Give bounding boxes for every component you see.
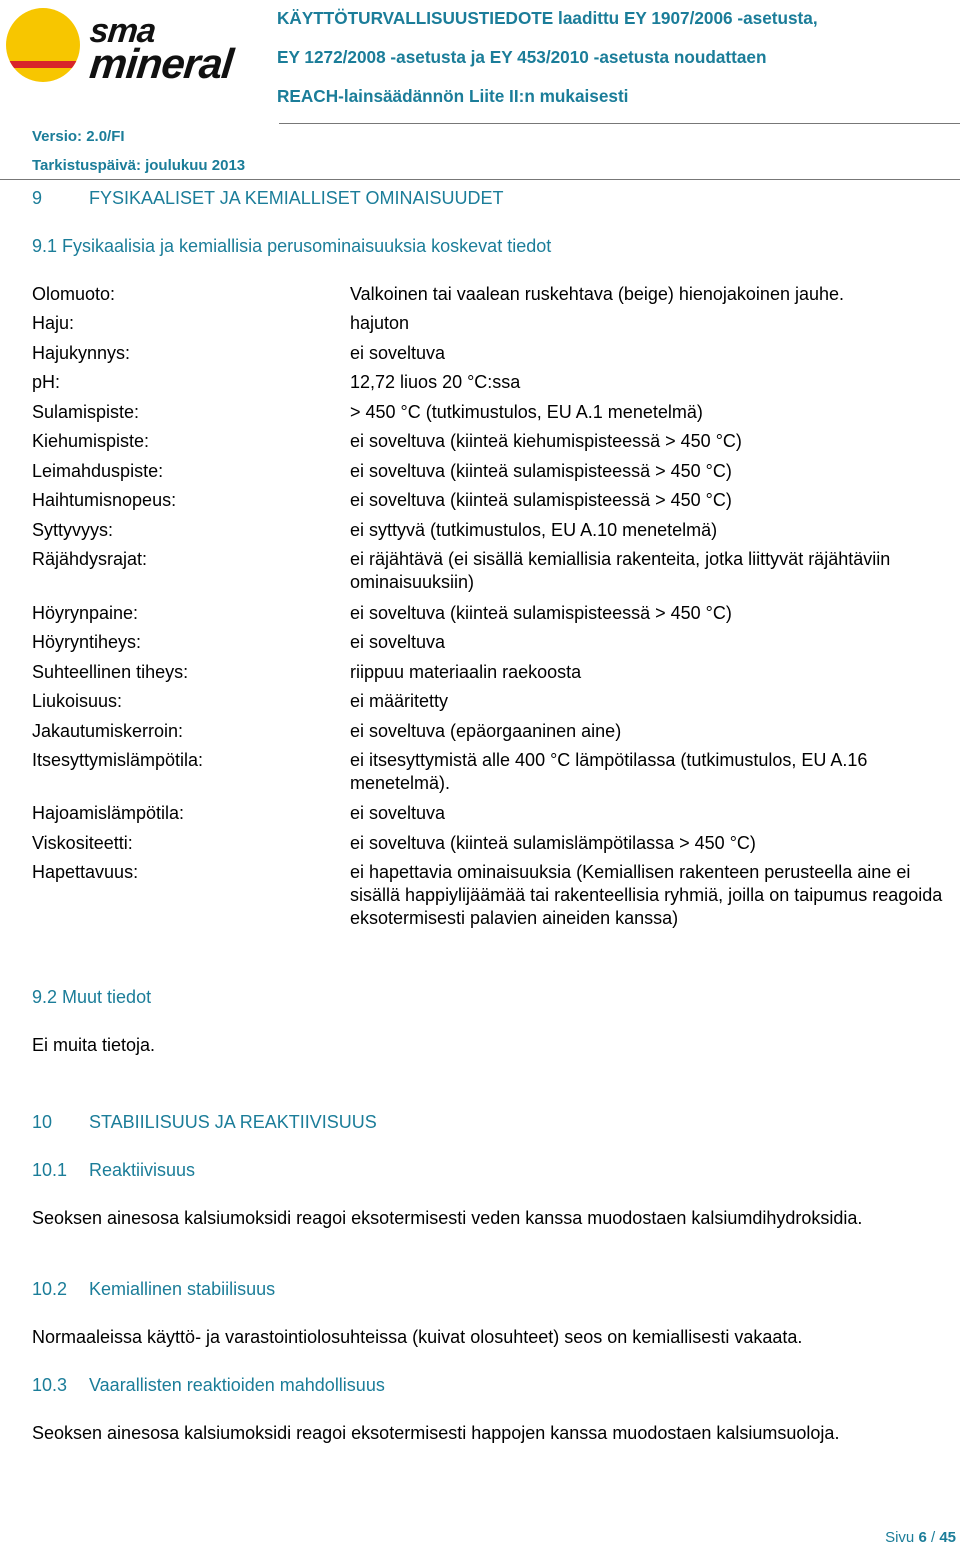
section-9-title: FYSIKAALISET JA KEMIALLISET OMINAISUUDET (89, 188, 504, 208)
property-label: Hapettavuus: (32, 862, 139, 882)
section-10-3-body: Seoksen ainesosa kalsiumoksidi reagoi eksotermisesti happojen kanssa muodostaen kalsiumsuoloja. (32, 1423, 840, 1443)
page-total: 45 (939, 1529, 956, 1546)
page-current: 6 (918, 1529, 927, 1546)
property-label: Haju: (32, 313, 75, 333)
property-value: ei soveltuva (kiinteä kiehumispisteessä > 450 °C) (350, 431, 742, 451)
property-label: Itsesyttymislämpötila: (32, 750, 204, 770)
property-label: Höyryntiheys: (32, 632, 142, 652)
property-label: Viskositeetti: (32, 833, 133, 853)
property-value: ei soveltuva (350, 803, 446, 823)
property-label: Hajukynnys: (32, 343, 131, 363)
property-value: ei soveltuva (kiinteä sulamispisteessä > 450 °C) (350, 461, 732, 481)
property-value: hajuton (350, 313, 410, 333)
property-value: ei soveltuva (kiinteä sulamislämpötilassa > 450 °C) (350, 833, 756, 853)
section-10-1-number: 10.1 (32, 1160, 68, 1180)
property-label: Olomuoto: (32, 284, 116, 304)
section-10-2-title: Kemiallinen stabiilisuus (89, 1279, 276, 1299)
section-10-heading (32, 1111, 377, 1134)
property-value: ei soveltuva (kiinteä sulamispisteessä > 450 °C) (350, 603, 732, 623)
section-10-3-number: 10.3 (32, 1375, 68, 1395)
header-rule-bottom (0, 179, 960, 180)
property-value: ei syttyvä (tutkimustulos, EU A.10 menetelmä) (350, 520, 718, 540)
header-title-line-1: KÄYTTÖTURVALLISUUSTIEDOTE laadittu EY 1907/2006 -asetusta, (277, 8, 818, 28)
property-value: riippuu materiaalin raekoosta (350, 662, 582, 682)
section-10-3-title: Vaarallisten reaktioiden mahdollisuus (89, 1375, 385, 1395)
property-value: > 450 °C (tutkimustulos, EU A.1 menetelmä) (350, 402, 703, 422)
property-value: Valkoinen tai vaalean ruskehtava (beige) hienojakoinen jauhe. (350, 284, 845, 304)
version-label: Versio: 2.0/FI (32, 128, 125, 145)
section-10-2-body: Normaaleissa käyttö- ja varastointiolosuhteissa (kuivat olosuhteet) seos on kemiallisesti vakaata. (32, 1327, 803, 1347)
section-9-1-heading: 9.1 Fysikaalisia ja kemiallisia perusominaisuuksia koskevat tiedot (32, 236, 552, 256)
property-label: Jakautumiskerroin: (32, 721, 184, 741)
property-value: ei soveltuva (350, 343, 446, 363)
property-value: ei soveltuva (350, 632, 446, 652)
page-separator: / (930, 1529, 936, 1546)
section-10-1-title: Reaktiivisuus (89, 1160, 196, 1180)
section-10-title: STABIILISUUS JA REAKTIIVISUUS (89, 1112, 377, 1132)
section-10-2-number: 10.2 (32, 1279, 68, 1299)
property-label: Kiehumispiste: (32, 431, 150, 451)
property-label: Haihtumisnopeus: (32, 490, 177, 510)
property-label: Liukoisuus: (32, 691, 123, 711)
section-10-1-heading (32, 1159, 195, 1182)
property-value: ei itsesyttymistä alle 400 °C lämpötilassa (tutkimustulos, EU A.16 menetelmä). (350, 750, 868, 793)
review-date-label: Tarkistuspäivä: joulukuu 2013 (32, 157, 246, 174)
logo-text-mineral: mineral (87, 40, 235, 87)
property-label: Leimahduspiste: (32, 461, 164, 481)
company-logo (6, 8, 268, 87)
logo-text-sma: sma (88, 12, 158, 50)
property-value: ei soveltuva (epäorgaaninen aine) (350, 721, 622, 741)
section-9-2-heading: 9.2 Muut tiedot (32, 987, 152, 1007)
header-title-line-2: EY 1272/2008 -asetusta ja EY 453/2010 -asetusta noudattaen (277, 47, 767, 67)
section-9-heading (32, 187, 503, 210)
property-value: ei soveltuva (kiinteä sulamispisteessä > 450 °C) (350, 490, 732, 510)
section-10-1-body: Seoksen ainesosa kalsiumoksidi reagoi eksotermisesti veden kanssa muodostaen kalsiumdihydroksidia. (32, 1208, 863, 1228)
property-value: ei räjähtävä (ei sisällä kemiallisia rakenteita, jotka liittyvät räjähtäviin ominaisuuksiin) (350, 549, 891, 592)
page-number (885, 1529, 956, 1546)
property-label: Sulamispiste: (32, 402, 140, 422)
section-10-number: 10 (32, 1112, 53, 1132)
property-label: pH: (32, 372, 61, 392)
section-10-3-heading (32, 1374, 385, 1397)
property-value: ei hapettavia ominaisuuksia (Kemiallisen rakenteen perusteella aine ei sisällä happiylijäämää tai rakenteellisia ryhmiä, joilla on taipumus reagoida eksotermisesti palavien aineiden kanssa) (350, 862, 943, 928)
section-10-2-heading (32, 1278, 275, 1301)
property-label: Räjähdysrajat: (32, 549, 148, 569)
property-value: ei määritetty (350, 691, 449, 711)
property-label: Suhteellinen tiheys: (32, 662, 189, 682)
property-value: 12,72 liuos 20 °C:ssa (350, 372, 521, 392)
property-label: Syttyvyys: (32, 520, 114, 540)
header-title-line-3: REACH-lainsäädännön Liite II:n mukaisesti (277, 86, 629, 106)
logo-sun-mark (6, 8, 80, 82)
section-9-number: 9 (32, 188, 43, 208)
page-label: Sivu (885, 1529, 915, 1546)
header-rule-top (279, 123, 960, 124)
property-label: Hajoamislämpötila: (32, 803, 185, 823)
property-label: Höyrynpaine: (32, 603, 139, 623)
section-9-2-body: Ei muita tietoja. (32, 1035, 156, 1055)
